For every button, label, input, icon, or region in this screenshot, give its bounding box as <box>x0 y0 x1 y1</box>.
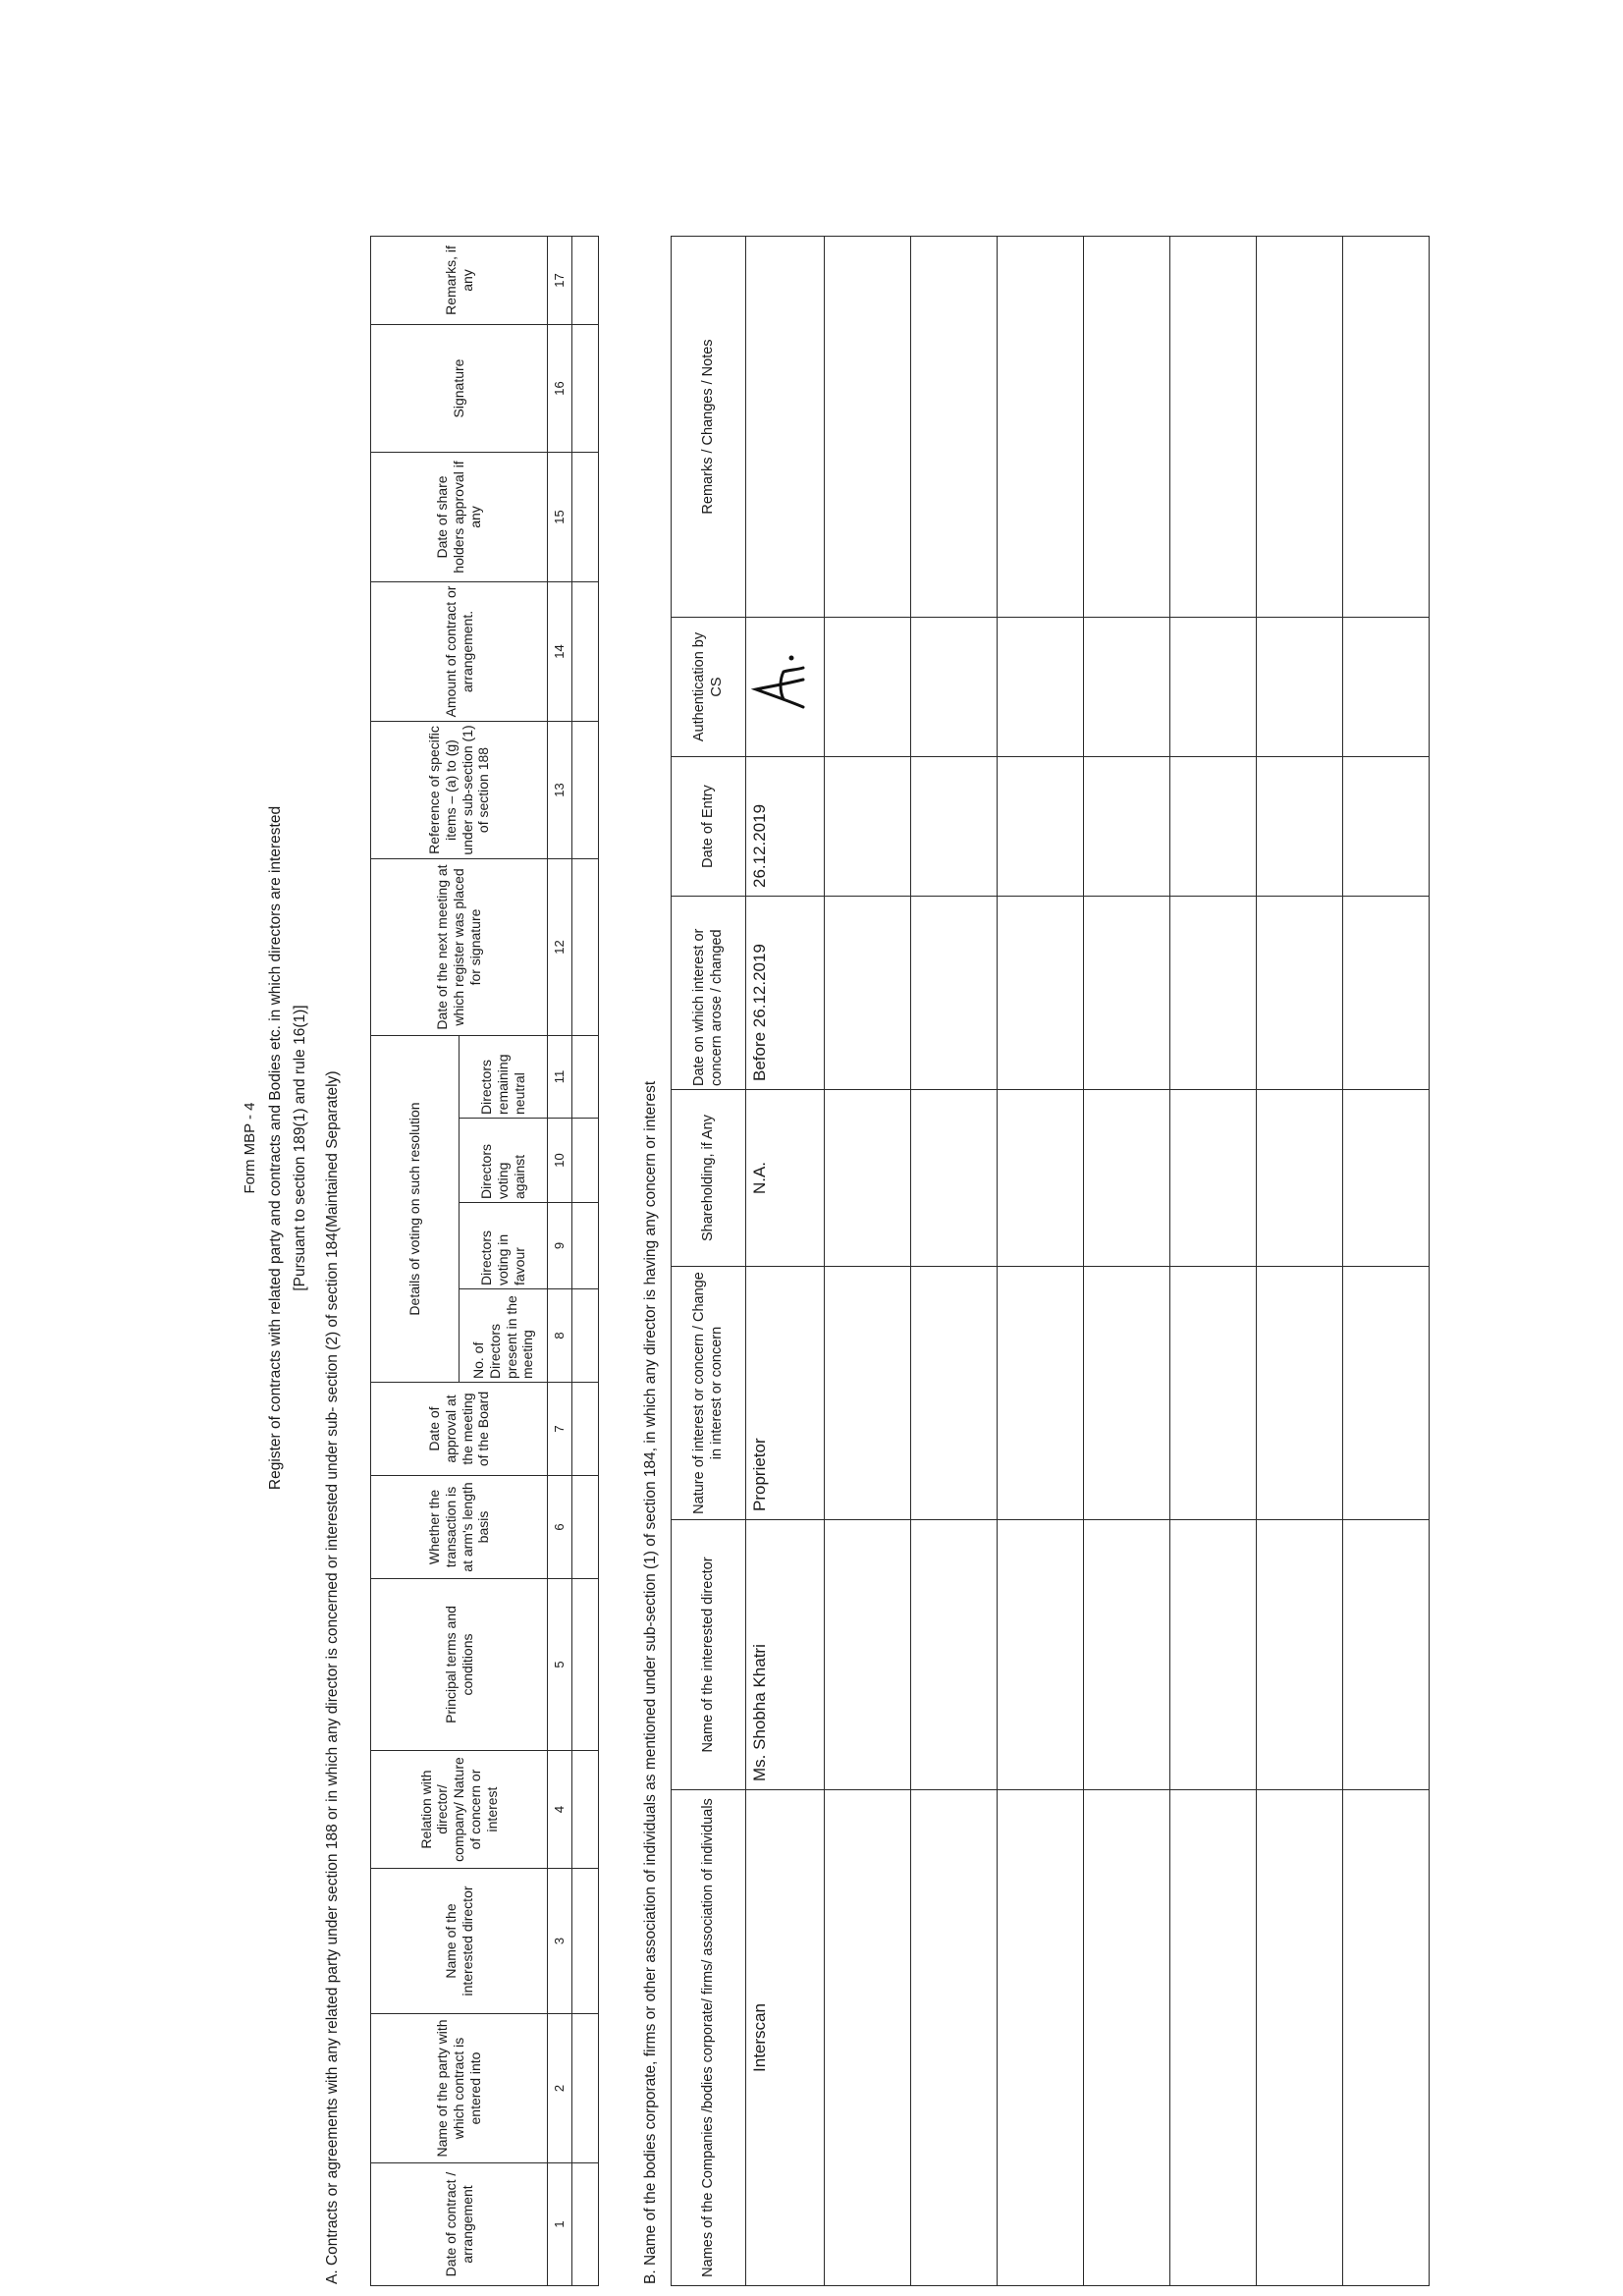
table-cell <box>911 237 998 618</box>
header-authentication: Authentication by CS <box>672 618 746 757</box>
column-number: 1 <box>548 2163 572 2286</box>
table-cell <box>998 757 1084 897</box>
table-cell <box>1170 1267 1257 1520</box>
table-cell <box>998 237 1084 618</box>
table-cell <box>1257 1790 1343 2286</box>
header-remarks: Remarks, if any <box>371 237 548 325</box>
column-number: 2 <box>548 2014 572 2163</box>
table-cell <box>998 1520 1084 1790</box>
table-cell <box>1170 1090 1257 1267</box>
table-cell <box>1084 1267 1170 1520</box>
table-cell <box>1343 1267 1430 1520</box>
table-cell <box>911 618 998 757</box>
table-cell <box>1084 1520 1170 1790</box>
table-cell <box>572 859 599 1036</box>
table-cell <box>825 897 911 1090</box>
header-shareholding: Shareholding, if Any <box>672 1090 746 1267</box>
table-cell <box>572 237 599 325</box>
table-cell <box>572 2014 599 2163</box>
table-cell <box>1257 1520 1343 1790</box>
director-name-cell: Ms. Shobha Khatri <box>746 1520 825 1790</box>
column-number: 7 <box>548 1383 572 1476</box>
table-cell <box>572 453 599 582</box>
table-cell <box>998 1090 1084 1267</box>
table-cell <box>1343 618 1430 757</box>
header-arms-length: Whether the transaction is at arm's length basis <box>371 1476 548 1579</box>
table-cell <box>572 1119 599 1203</box>
column-number: 14 <box>548 582 572 722</box>
header-company-names: Names of the Companies /bodies corporate/ firms/ association of individuals <box>672 1790 746 2286</box>
header-relation: Relation with director/ company/ Nature of concern or interest <box>371 1751 548 1869</box>
table-cell <box>825 237 911 618</box>
table-cell <box>572 1289 599 1383</box>
company-name-cell: Interscan <box>746 1790 825 2286</box>
table-cell <box>1343 757 1430 897</box>
table-cell <box>1343 1790 1430 2286</box>
table-cell <box>1084 237 1170 618</box>
table-cell <box>1257 897 1343 1090</box>
table-cell <box>572 325 599 453</box>
date-interest-arose-cell: Before 26.12.2019 <box>746 897 825 1090</box>
table-cell <box>1343 1520 1430 1790</box>
table-cell <box>1343 1090 1430 1267</box>
table-row <box>998 237 1084 2286</box>
table-cell <box>572 2163 599 2286</box>
table-cell <box>825 1790 911 2286</box>
header-voting-details: Details of voting on such resolution <box>371 1036 460 1383</box>
table-cell <box>1170 618 1257 757</box>
header-signature: Signature <box>371 325 548 453</box>
table-cell <box>825 1267 911 1520</box>
table-cell <box>1084 897 1170 1090</box>
column-number: 5 <box>548 1579 572 1751</box>
column-number: 3 <box>548 1869 572 2014</box>
table-cell <box>1170 1520 1257 1790</box>
signature-mark-icon <box>750 650 809 719</box>
table-cell <box>1084 1790 1170 2286</box>
table-row <box>911 237 998 2286</box>
table-cell <box>1343 237 1430 618</box>
header-directors-against: Directors voting against <box>460 1119 548 1203</box>
table-cell <box>825 1090 911 1267</box>
table-cell <box>911 897 998 1090</box>
remarks-cell <box>746 237 825 618</box>
form-subtitle: Register of contracts with related party and contracts and Bodies etc. in which directors are interested <box>267 805 284 1491</box>
table-cell <box>1257 1267 1343 1520</box>
header-party-name: Name of the party with which contract is entered into <box>371 2014 548 2163</box>
table-cell <box>572 1869 599 2014</box>
table-cell <box>1170 757 1257 897</box>
table-cell <box>572 1476 599 1579</box>
table-cell <box>572 722 599 859</box>
bodies-corporate-interest-table <box>671 236 1430 2286</box>
table-cell <box>998 897 1084 1090</box>
shareholding-cell: N.A. <box>746 1090 825 1267</box>
header-board-approval-date: Date of approval at the meeting of the Board <box>371 1383 548 1476</box>
column-number: 12 <box>548 859 572 1036</box>
column-number: 4 <box>548 1751 572 1869</box>
table-cell <box>572 1203 599 1289</box>
table-cell <box>998 1790 1084 2286</box>
table-cell <box>1257 1090 1343 1267</box>
table-row <box>746 237 825 2286</box>
table-cell <box>911 1267 998 1520</box>
authentication-cell <box>746 618 825 757</box>
column-number: 13 <box>548 722 572 859</box>
table-cell <box>1257 237 1343 618</box>
table-cell <box>1084 1090 1170 1267</box>
table-row <box>1257 237 1343 2286</box>
column-number: 17 <box>548 237 572 325</box>
header-shareholder-approval-date: Date of share holders approval if any <box>371 453 548 582</box>
table-cell <box>1257 757 1343 897</box>
form-pursuant-note: [Pursuant to section 189(1) and rule 16(1)] <box>292 1005 308 1291</box>
table-cell <box>1170 237 1257 618</box>
table-cell <box>911 1090 998 1267</box>
header-date-interest-arose: Date on which interest or concern arose / changed <box>672 897 746 1090</box>
table-cell <box>825 757 911 897</box>
table-cell <box>572 1579 599 1751</box>
table-cell <box>825 1520 911 1790</box>
header-interested-director: Name of the interested director <box>672 1520 746 1790</box>
header-principal-terms: Principal terms and conditions <box>371 1579 548 1751</box>
column-number: 9 <box>548 1203 572 1289</box>
header-directors-present: No. of Directors present in the meeting <box>460 1289 548 1383</box>
column-number: 6 <box>548 1476 572 1579</box>
header-directors-in-favour: Directors voting in favour <box>460 1203 548 1289</box>
table-row <box>1343 237 1430 2286</box>
header-remarks-notes: Remarks / Changes / Notes <box>672 237 746 618</box>
table-cell <box>825 618 911 757</box>
table-cell <box>572 1383 599 1476</box>
contracts-register-table <box>370 236 599 2286</box>
header-section-188-reference: Reference of specific items – (a) to (g) under sub-section (1) of section 188 <box>371 722 548 859</box>
column-number: 8 <box>548 1289 572 1383</box>
table-row <box>572 237 599 2286</box>
column-number: 10 <box>548 1119 572 1203</box>
date-of-entry-cell: 26.12.2019 <box>746 757 825 897</box>
column-number: 15 <box>548 453 572 582</box>
column-number: 16 <box>548 325 572 453</box>
table-cell <box>572 1751 599 1869</box>
header-contract-amount: Amount of contract or arrangement. <box>371 582 548 722</box>
table-cell <box>1170 1790 1257 2286</box>
table-cell <box>572 582 599 722</box>
table-cell <box>1084 618 1170 757</box>
table-cell <box>1170 897 1257 1090</box>
table-cell <box>911 757 998 897</box>
table-row <box>1084 237 1170 2286</box>
header-date-of-entry: Date of Entry <box>672 757 746 897</box>
header-next-meeting-date: Date of the next meeting at which register was placed for signature <box>371 859 548 1036</box>
header-nature-of-interest: Nature of interest or concern / Change in interest or concern <box>672 1267 746 1520</box>
table-row <box>1170 237 1257 2286</box>
table-cell <box>998 618 1084 757</box>
column-number: 11 <box>548 1036 572 1119</box>
header-date-of-contract: Date of contract / arrangement <box>371 2163 548 2286</box>
header-interested-director: Name of the interested director <box>371 1869 548 2014</box>
section-a-heading: A. Contracts or agreements with any related party under section 188 or in which any director is concerned or interested under sub- section (2) of section 184(Maintained Separately) <box>324 1070 341 2284</box>
section-b-heading: B. Name of the bodies corporate, firms or other association of individuals as mentioned under sub-section (1) of section 184, in which any director is having any concern or interest <box>642 1080 659 2284</box>
table-cell <box>911 1520 998 1790</box>
nature-of-interest-cell: Proprietor <box>746 1267 825 1520</box>
table-cell <box>998 1267 1084 1520</box>
table-cell <box>1084 757 1170 897</box>
table-cell <box>1343 897 1430 1090</box>
column-number-row <box>548 237 572 2286</box>
table-cell <box>572 1036 599 1119</box>
table-cell <box>911 1790 998 2286</box>
table-cell <box>1257 618 1343 757</box>
header-directors-neutral: Directors remaining neutral <box>460 1036 548 1119</box>
form-title: Form MBP - 4 <box>242 1102 258 1194</box>
table-row <box>825 237 911 2286</box>
